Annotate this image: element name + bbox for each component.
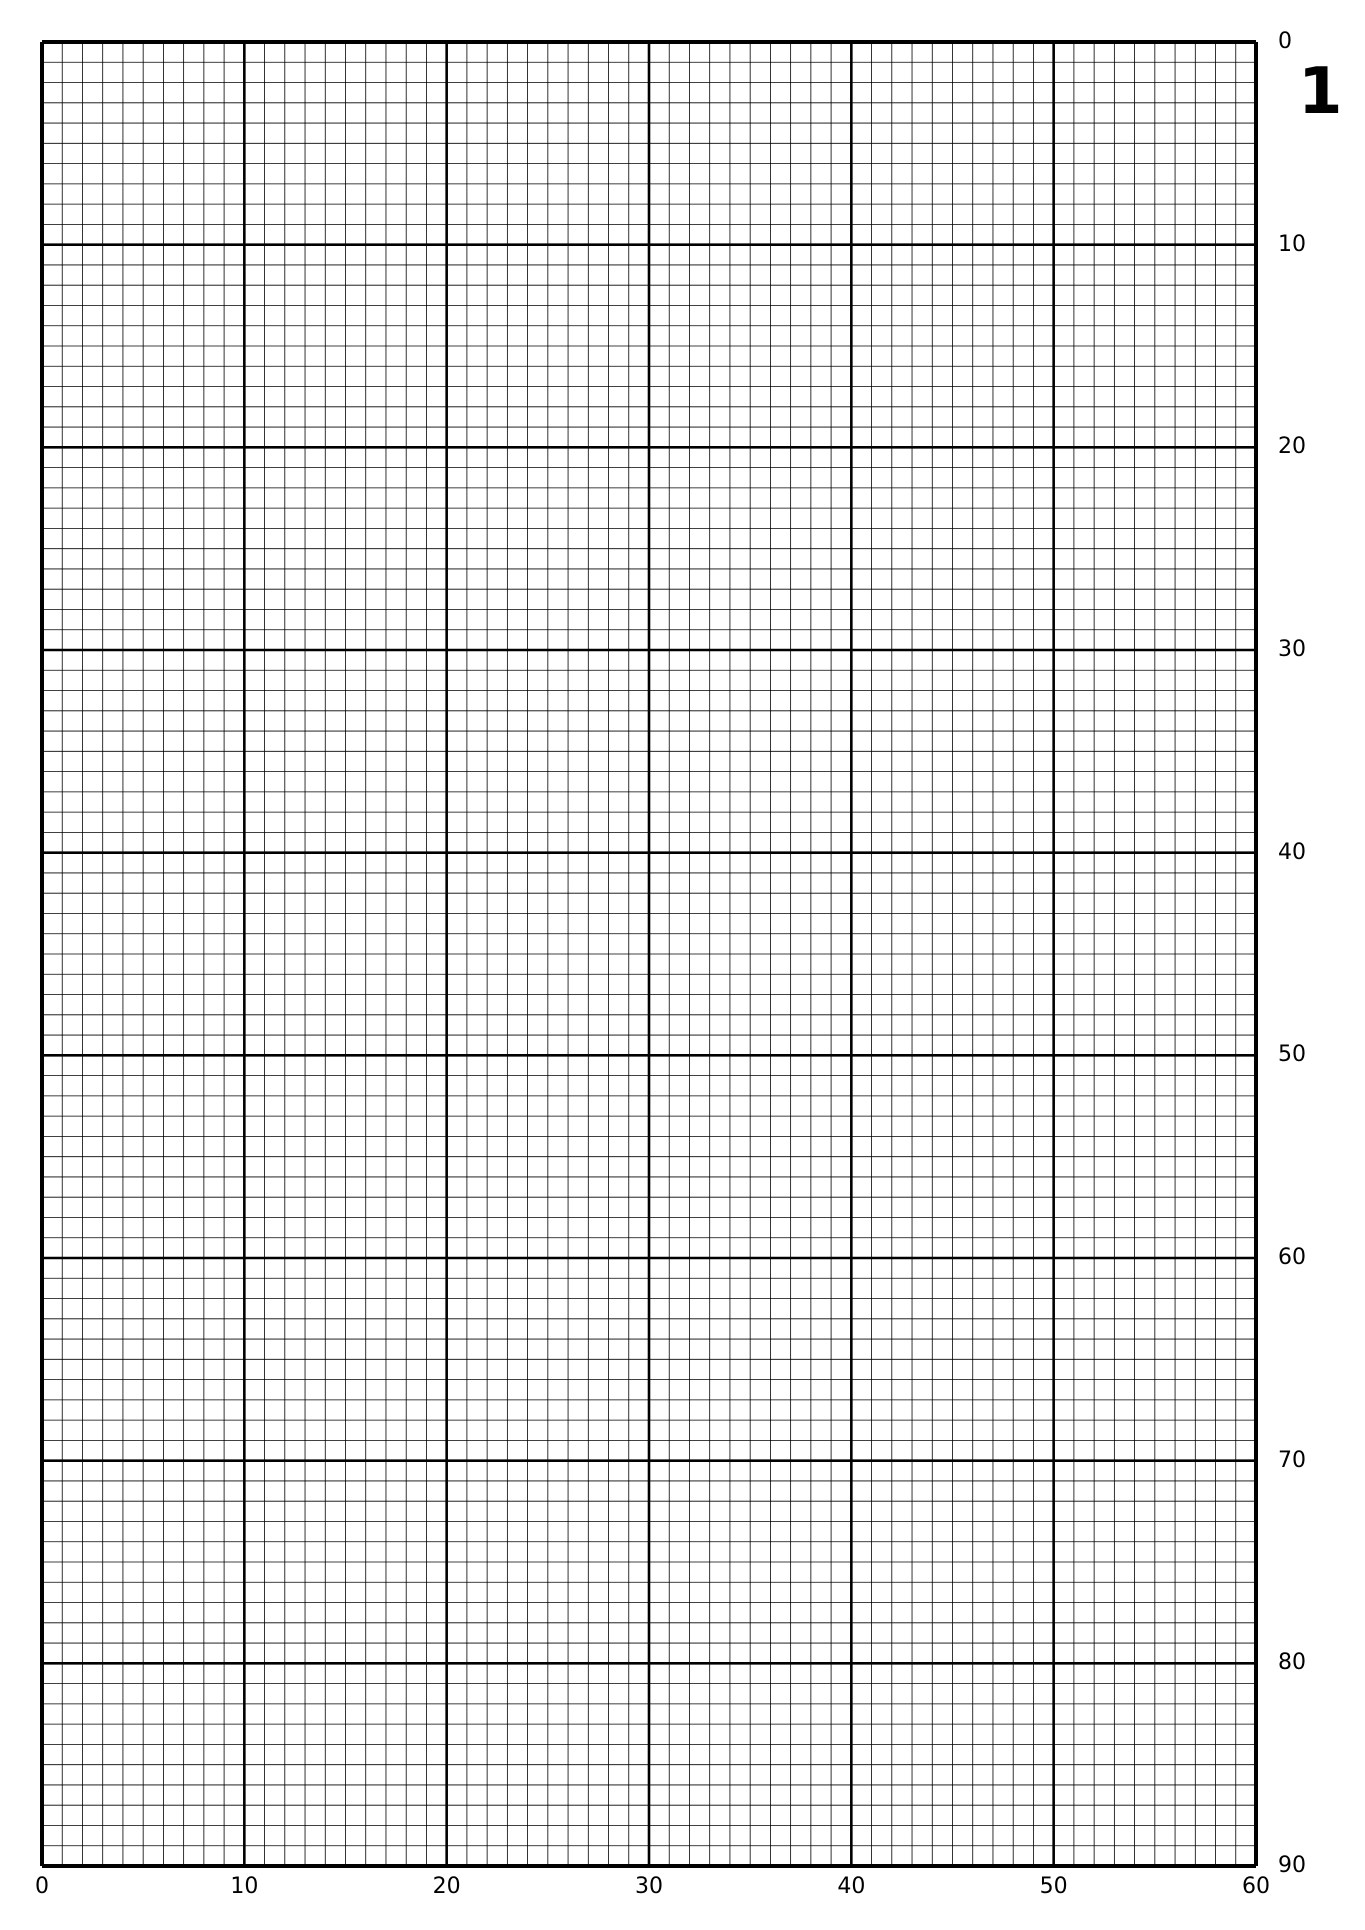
x-tick-label: 0 [35, 1874, 49, 1899]
y-tick-label: 40 [1278, 839, 1306, 865]
y-tick-label: 60 [1278, 1245, 1306, 1270]
x-tick-label: 40 [837, 1874, 866, 1899]
y-tick-label: 90 [1278, 1853, 1306, 1878]
y-tick-label: 80 [1278, 1650, 1306, 1676]
x-tick-label: 50 [1039, 1874, 1068, 1899]
y-tick-label: 20 [1278, 434, 1306, 460]
y-tick-label: 0 [1278, 29, 1292, 54]
y-tick-label: 30 [1278, 637, 1306, 662]
y-tick-label: 70 [1278, 1447, 1306, 1473]
y-tick-label: 10 [1278, 231, 1306, 257]
page-number: 1 [1298, 55, 1343, 129]
x-tick-label: 30 [635, 1874, 663, 1899]
x-tick-label: 10 [230, 1874, 259, 1899]
x-tick-label: 60 [1242, 1874, 1270, 1899]
y-tick-label: 50 [1278, 1042, 1306, 1068]
x-tick-label: 20 [432, 1874, 461, 1899]
